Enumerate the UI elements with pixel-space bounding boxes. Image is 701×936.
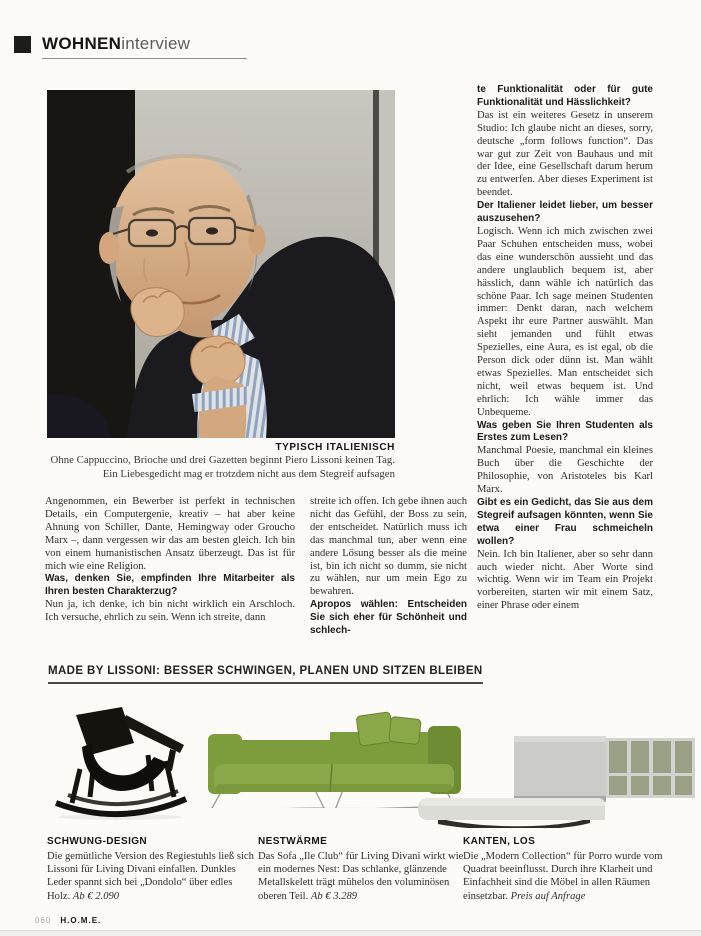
product-description: Die „Modern Collection“ für Porro wurde vom Quadrat beeinflusst. Durch ihre Klarheit und Einfachheit sind die Möbel in allen Räumen einsetzbar. <box>463 851 663 902</box>
product-description: Die gemütliche Version des Regiestuhls ließ sich Lissoni für Living Divani einfallen. Dunkles Leder spannt sich bei „Dondolo“ über edles Holz. <box>47 851 254 902</box>
question-paragraph: Der Italiener leidet lieber, um besser auszusehen? <box>477 200 653 225</box>
products-headline: MADE BY LISSONI: BESSER SCHWINGEN, PLANEN UND SITZEN BLEIBEN <box>48 665 483 684</box>
article-column-right <box>477 84 653 613</box>
magazine-name: H.O.M.E. <box>60 916 102 925</box>
product-title: KANTEN, LOS <box>463 836 536 847</box>
section-title-bold: WOHNEN <box>42 34 122 53</box>
header-rule <box>42 58 247 59</box>
photo-caption-line1: Ohne Cappuccino, Brioche und drei Gazetten beginnt Piero Lissoni keinen Tag. <box>50 454 395 466</box>
section-marker-square <box>14 36 31 53</box>
product-caption-modern-collection <box>463 836 695 903</box>
question-paragraph: Was, denken Sie, empfinden Ihre Mitarbeiter als Ihren besten Charakterzug? <box>45 573 295 598</box>
article-column-left <box>45 496 295 625</box>
answer-paragraph: Manchmal Poesie, manchmal ein kleines Buch über die Geschichte der Philosophie, von Aristoteles bis Karl Marx. <box>477 445 653 496</box>
product-text <box>258 850 465 903</box>
product-price: Preis auf Anfrage <box>510 890 586 902</box>
answer-paragraph: Nein. Ich bin Italiener, aber so sehr dann auch wieder nicht. Aber Worte sind wichtig. Wenn wir im Team ein Projekt vorbereiten, starten wir mit einem Satz, einer Phrase oder einem <box>477 548 653 612</box>
page-number: 060 <box>35 916 52 925</box>
product-title: SCHWUNG-DESIGN <box>47 836 148 847</box>
product-text <box>463 850 695 903</box>
photo-caption-title: TYPISCH ITALIENISCH <box>275 442 395 453</box>
product-caption-ile-club <box>258 836 465 903</box>
product-price: Ab € 2.090 <box>72 890 120 902</box>
cabinet-image <box>418 734 695 828</box>
article-column-middle <box>310 496 467 638</box>
product-price: Ab € 3.289 <box>310 890 358 902</box>
product-text <box>47 850 254 903</box>
question-paragraph: Gibt es ein Gedicht, das Sie aus dem Stegreif aufsagen könnten, wenn Sie etwa einer Frau schmeicheln wollen? <box>477 497 653 547</box>
photo-caption-line2: Ein Liebesgedicht mag er trotzdem nicht aus dem Stegreif aufsagen <box>102 468 395 480</box>
portrait-photo <box>47 90 395 438</box>
product-title: NESTWÄRME <box>258 836 328 847</box>
product-description: Das Sofa „Ile Club“ für Living Divani wirkt wie ein modernes Nest: Das schlanke, glänzende Metallskelett trägt mühelos den voluminösen oberen Teil. <box>258 851 464 902</box>
question-paragraph: Was geben Sie Ihren Studenten als Erstes zum Lesen? <box>477 419 653 444</box>
answer-paragraph: streite ich offen. Ich gebe ihnen auch nicht das Gefühl, der Boss zu sein, der entscheidet. Natürlich muss ich das manchmal tun, aber wenn eine andere Lösung besser als die meine ist, bin ich nicht so dumm, sie nicht zu wählen, nur um mein Ego zu bewahren. <box>310 496 467 598</box>
section-title-light: interview <box>121 34 191 53</box>
question-paragraph: Apropos wählen: Entscheiden Sie sich eher für Schönheit und schlech- <box>310 599 467 637</box>
page-footer <box>35 916 101 925</box>
question-paragraph: te Funktionalität oder für gute Funktionalität und Hässlichkeit? <box>477 84 653 108</box>
product-caption-dondolo <box>47 836 254 903</box>
answer-paragraph: Angenommen, ein Bewerber ist perfekt in technischen Details, ein Computergenie, kreativ – hat aber keine Ahnung von Schiller, Dante, Hemingway oder Groucho Marx –, dann vergessen wir das am besten gleich. Ich bin von einem humanistischen Ansatz überzeugt. Das ist für mich wie eine Religion. <box>45 496 295 572</box>
answer-paragraph: Das ist ein weiteres Gesetz in unserem Studio: Ich glaube nicht an dieses, sorry, deutsche „form follows function“. Das war gut zur Zeit von Bauhaus und mit der Idee, eine Gesellschaft darum herum zu entwerfen. Aber dieses Experiment ist beendet. <box>477 109 653 199</box>
answer-paragraph: Nun ja, ich denke, ich bin nicht wirklich ein Arschloch. Ich versuche, ehrlich zu sein. Wenn ich streite, dann <box>45 599 295 624</box>
scan-edge <box>0 930 701 936</box>
answer-paragraph: Logisch. Wenn ich mich zwischen zwei Paar Schuhen entscheiden muss, wobei das eine wunderschön aussieht und das andere unglaublich bequem ist, aber hässlich, dann wähle ich natürlich das schöne Paar. Ich sage meinen Studenten immer: Denkt daran, nach welchem Aspekt ihr eure Partner auswählt. Man sieht jemanden und fühlt etwas Spezielles, eine Aura, es ist egal, ob die Person dick oder dünn ist. Man wählt etwas Spezielles. Man entscheidet sich nicht, weil etwas bequem ist. Und ehrlich: Ich wähle immer das Unbequeme. <box>477 225 653 418</box>
section-wordmark <box>42 34 190 54</box>
photo-caption <box>47 442 395 481</box>
rocking-chair-image <box>48 703 193 825</box>
